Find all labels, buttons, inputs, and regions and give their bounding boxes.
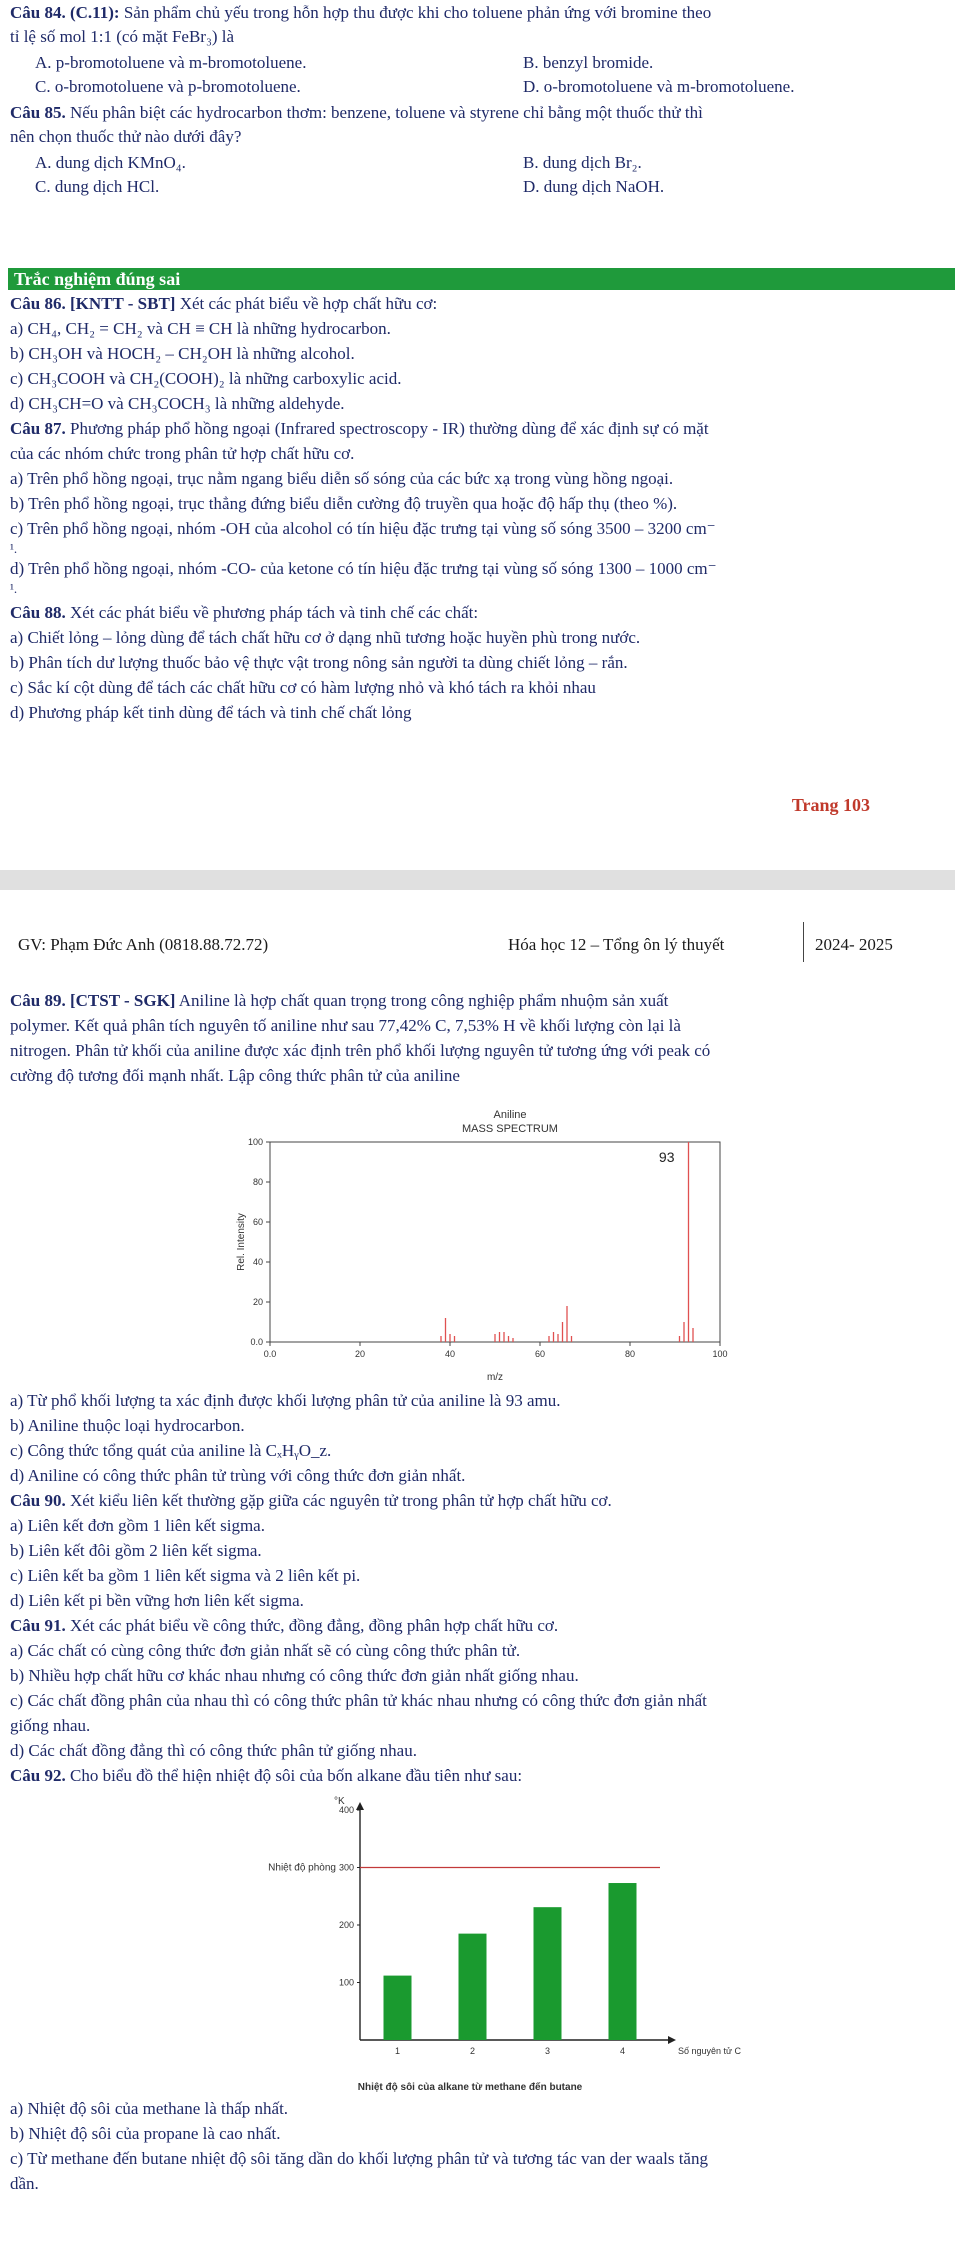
q92-c-line2: dần. <box>10 2174 39 2193</box>
bp-room-temp-label: Nhiệt độ phòng <box>268 1862 336 1874</box>
q89-a: a) Từ phổ khối lượng ta xác định được khối lượng phân tử của aniline là 93 amu. <box>10 1391 561 1410</box>
ms-x-tick-label: 80 <box>624 1349 636 1359</box>
q84-option-c: C. o-bromotoluene và p-bromotoluene. <box>35 77 301 96</box>
q85-option-b: B. dung dịch Br₂. <box>523 153 642 172</box>
q90-a: a) Liên kết đơn gồm 1 liên kết sigma. <box>10 1516 265 1535</box>
ms-chart-subtitle: MASS SPECTRUM <box>462 1123 558 1135</box>
q85-option-c: C. dung dịch HCl. <box>35 177 160 196</box>
q84-option-b: B. benzyl bromide. <box>523 53 654 72</box>
q87-d-line1: d) Trên phổ hồng ngoại, nhóm -CO- của ketone có tín hiệu đặc trưng tại vùng số sóng 1300 – 1000 cm⁻ <box>10 559 717 578</box>
ms-x-tick-label: 100 <box>712 1349 728 1359</box>
bp-y-tick-label: 100 <box>338 1977 354 1988</box>
q89-d: d) Aniline có công thức phân tử trùng với công thức đơn giản nhất. <box>10 1466 466 1485</box>
bp-x-tick-label: 4 <box>619 2046 626 2056</box>
section-title: Trắc nghiệm đúng sai <box>8 268 955 290</box>
q84-option-a: A. p-bromotoluene và m-bromotoluene. <box>35 53 307 72</box>
q91-d: d) Các chất đồng đẳng thì có công thức phân tử giống nhau. <box>10 1741 417 1760</box>
header-subject: Hóa học 12 – Tổng ôn lý thuyết <box>508 935 725 954</box>
bp-x-tick-label: 2 <box>469 2046 476 2056</box>
q89-line2: polymer. Kết quả phân tích nguyên tố aniline như sau 77,42% C, 7,53% H về khối lượng còn lại là <box>10 1016 681 1035</box>
ms-x-axis-label: m/z <box>486 1372 504 1383</box>
q87-a: a) Trên phổ hồng ngoại, trục nằm ngang biểu diễn số sóng của các bức xạ trong vùng hồng ngoại. <box>10 469 674 488</box>
bp-y-tick-label: 400 <box>338 1805 354 1815</box>
ms-y-tick-label: 100 <box>247 1137 263 1147</box>
ms-y-axis-label: Rel. Intensity <box>236 1213 247 1271</box>
q87-d-line2: ¹. <box>10 581 18 596</box>
q88-b: b) Phân tích dư lượng thuốc bảo vệ thực vật trong nông sản người ta dùng chiết lỏng – rắn. <box>10 653 628 672</box>
q86-title: Câu 86. [KNTT - SBT] Xét các phát biểu về hợp chất hữu cơ: <box>10 294 438 313</box>
bp-x-tick-label: 1 <box>394 2046 401 2056</box>
page-break <box>0 870 955 890</box>
header-divider <box>803 922 804 962</box>
ms-x-tick-label: 60 <box>534 1349 546 1359</box>
q84-line1: Câu 84. (C.11): Sản phẩm chủ yếu trong hỗn hợp thu được khi cho toluene phản ứng với bromine theo <box>10 3 712 22</box>
boiling-point-chart <box>240 1790 742 2095</box>
page-number: Trang 103 <box>791 795 870 815</box>
q86-c: c) CH₃COOH và CH₂(COOH)₂ là những carboxylic acid. <box>10 369 402 388</box>
q89-line4: cường độ tương đối mạnh nhất. Lập công thức phân tử của aniline <box>10 1066 460 1085</box>
q89-b: b) Aniline thuộc loại hydrocarbon. <box>10 1416 245 1435</box>
ms-y-tick-label: 40 <box>252 1257 263 1267</box>
q90-title: Câu 90. Xét kiểu liên kết thường gặp giữa các nguyên tử trong phân tử hợp chất hữu cơ. <box>10 1491 612 1510</box>
q84-line2: tỉ lệ số mol 1:1 (có mặt FeBr₃) là <box>10 27 235 46</box>
bp-bar <box>384 1976 412 2040</box>
bp-y-axis-unit: °K <box>334 1796 345 1807</box>
bp-x-tick-label: 3 <box>544 2046 551 2056</box>
q88-c: c) Sắc kí cột dùng để tách các chất hữu cơ có hàm lượng nhỏ và khó tách ra khỏi nhau <box>10 678 596 697</box>
bp-chart-title: Nhiệt độ sôi của alkane từ methane đến butane <box>357 2082 583 2093</box>
q87-c-line1: c) Trên phổ hồng ngoại, nhóm -OH của alcohol có tín hiệu đặc trưng tại vùng số sóng 3500 – 3200 cm⁻ <box>10 519 716 538</box>
bp-bar <box>459 1934 487 2040</box>
q89-c: c) Công thức tổng quát của aniline là CₓHᵧO_z. <box>10 1441 332 1460</box>
q88-d: d) Phương pháp kết tinh dùng để tách và tinh chế chất lỏng <box>10 703 412 722</box>
q87-b: b) Trên phổ hồng ngoại, trục thẳng đứng biểu diễn cường độ truyền qua hoặc độ hấp thụ (theo %). <box>10 494 678 513</box>
bp-bar <box>609 1883 637 2040</box>
ms-x-tick-label: 0.0 <box>263 1349 277 1359</box>
q84-option-d: D. o-bromotoluene và m-bromotoluene. <box>523 77 795 96</box>
ms-plot-frame <box>270 1142 720 1342</box>
q91-c-line1: c) Các chất đồng phân của nhau thì có công thức phân tử khác nhau nhưng có công thức đơn giản nhất <box>10 1691 707 1710</box>
ms-y-tick-label: 0.0 <box>250 1337 263 1347</box>
q91-b: b) Nhiều hợp chất hữu cơ khác nhau nhưng có công thức đơn giản nhất giống nhau. <box>10 1666 579 1685</box>
ms-x-tick-label: 20 <box>354 1349 366 1359</box>
bp-x-axis-arrow <box>668 2036 676 2044</box>
q89-line3: nitrogen. Phân tử khối của aniline được xác định trên phổ khối lượng nguyên tử tương ứng với peak có <box>10 1041 711 1060</box>
q92-a: a) Nhiệt độ sôi của methane là thấp nhất. <box>10 2099 289 2118</box>
bp-y-axis-arrow <box>356 1802 364 1810</box>
q85-option-a: A. dung dịch KMnO₄. <box>35 153 186 172</box>
mass-spectrum-chart <box>230 1098 750 1388</box>
q85-line2: nên chọn thuốc thử nào dưới đây? <box>10 127 242 146</box>
q88-a: a) Chiết lỏng – lỏng dùng để tách chất hữu cơ ở dạng nhũ tương hoặc huyền phù trong nước. <box>10 628 641 647</box>
q86-b: b) CH₃OH và HOCH₂ – CH₂OH là những alcohol. <box>10 344 355 363</box>
q91-title: Câu 91. Xét các phát biểu về công thức, đồng đẳng, đồng phân hợp chất hữu cơ. <box>10 1616 559 1635</box>
q91-c-line2: giống nhau. <box>10 1716 91 1735</box>
q89-line1: Câu 89. [CTST - SGK] Aniline là hợp chất quan trọng trong công nghiệp phẩm nhuộm sản xuất <box>10 991 669 1010</box>
header-teacher: GV: Phạm Đức Anh (0818.88.72.72) <box>18 935 269 954</box>
ms-chart-title: Aniline <box>493 1109 527 1121</box>
q86-a: a) CH₄, CH₂ = CH₂ và CH ≡ CH là những hydrocarbon. <box>10 319 391 338</box>
q90-b: b) Liên kết đôi gồm 2 liên kết sigma. <box>10 1541 262 1560</box>
q86-d: d) CH₃CH=O và CH₃COCH₃ là những aldehyde. <box>10 394 345 413</box>
header-year: 2024- 2025 <box>815 935 893 954</box>
q85-line1: Câu 85. Nếu phân biệt các hydrocarbon thơm: benzene, toluene và styrene chỉ bằng một thuốc thử thì <box>10 103 703 122</box>
q92-b: b) Nhiệt độ sôi của propane là cao nhất. <box>10 2124 281 2143</box>
q90-d: d) Liên kết pi bền vững hơn liên kết sigma. <box>10 1591 304 1610</box>
q90-c: c) Liên kết ba gồm 1 liên kết sigma và 2 liên kết pi. <box>10 1566 361 1585</box>
ms-y-tick-label: 60 <box>252 1217 263 1227</box>
ms-y-tick-label: 80 <box>252 1177 263 1187</box>
ms-x-tick-label: 40 <box>444 1349 456 1359</box>
bp-bar <box>534 1907 562 2040</box>
q85-option-d: D. dung dịch NaOH. <box>523 177 665 196</box>
q88-title: Câu 88. Xét các phát biểu về phương pháp tách và tinh chế các chất: <box>10 603 479 622</box>
q91-a: a) Các chất có cùng công thức đơn giản nhất sẽ có cùng công thức phân tử. <box>10 1641 521 1660</box>
bp-y-tick-label: 200 <box>338 1920 354 1930</box>
ms-y-tick-label: 20 <box>252 1297 263 1307</box>
q87-line2: của các nhóm chức trong phân tử hợp chất hữu cơ. <box>10 444 355 463</box>
q87-line1: Câu 87. Phương pháp phổ hồng ngoại (Infrared spectroscopy - IR) thường dùng để xác định sự có mặt <box>10 419 709 438</box>
q87-c-line2: ¹. <box>10 541 18 556</box>
q92-c-line1: c) Từ methane đến butane nhiệt độ sôi tăng dần do khối lượng phân tử và tương tác van der waals tăng <box>10 2149 708 2168</box>
bp-y-tick-label: 300 <box>338 1862 354 1873</box>
bp-x-axis-label: Số nguyên tử C <box>678 2046 742 2056</box>
q92-title: Câu 92. Cho biểu đồ thể hiện nhiệt độ sôi của bốn alkane đầu tiên như sau: <box>10 1766 523 1785</box>
ms-peak-label: 93 <box>658 1149 675 1165</box>
